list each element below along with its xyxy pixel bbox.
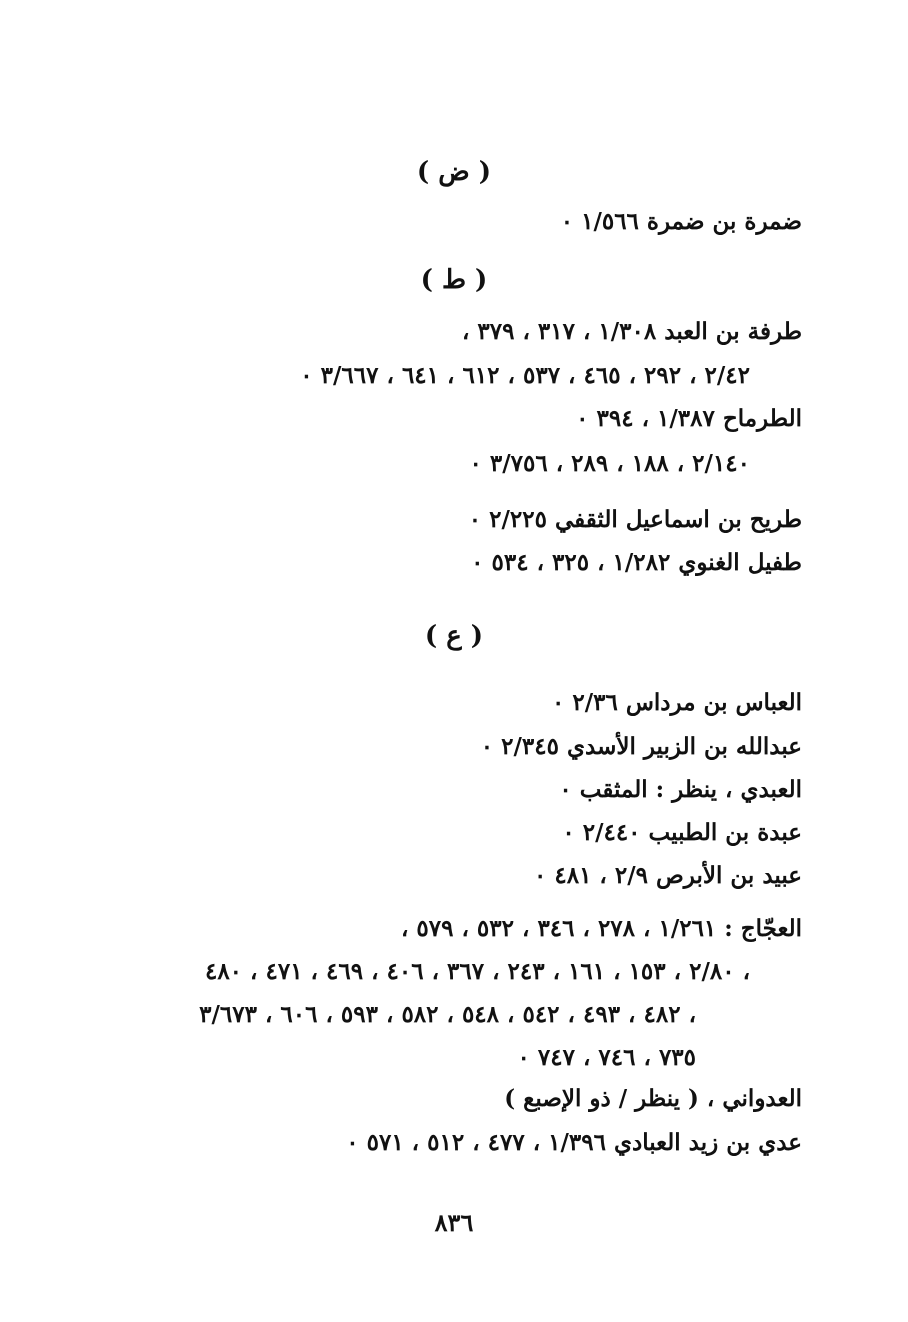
entry-tarafa-line-2: ٢/٤٢ ، ٢٩٢ ، ٤٦٥ ، ٥٣٧ ، ٦١٢ ، ٦٤١ ، ٣/٦٦٧ ٠: [300, 362, 750, 389]
entry-tufayl: طفيل الغنوي ١/٢٨٢ ، ٣٢٥ ، ٥٣٤ ٠: [471, 549, 802, 576]
entry-ubayd: عبيد بن الأبرص ٢/٩ ، ٤٨١ ٠: [533, 862, 802, 889]
entry-tirimmah-line-2: ٢/١٤٠ ، ١٨٨ ، ٢٨٩ ، ٣/٧٥٦ ٠: [469, 450, 750, 477]
entry-ajjaj-line-1: العجّاج : ١/٢٦١ ، ٢٧٨ ، ٣٤٦ ، ٥٣٢ ، ٥٧٩ ،: [400, 915, 802, 942]
entry-ajjaj-line-3: ٤٨٢ ، ٤٩٣ ، ٥٤٢ ، ٥٤٨ ، ٥٨٢ ، ٥٩٣ ، ٦٠٦ ، ٣/٦٧٣ ،: [199, 1001, 696, 1028]
entry-adwani: العدواني ، ( ينظر / ذو الإصبع ): [504, 1085, 802, 1112]
entry-abbas: العباس بن مرداس ٢/٣٦ ٠: [551, 689, 802, 716]
entry-abdi: العبدي ، ينظر : المثقب ٠: [559, 776, 802, 803]
entry-adi: عدي بن زيد العبادي ١/٣٩٦ ، ٤٧٧ ، ٥١٢ ، ٥٧١ ٠: [346, 1129, 802, 1156]
entry-damra: ضمرة بن ضمرة ١/٥٦٦ ٠: [560, 208, 802, 235]
page-number: ٨٣٦: [434, 1208, 474, 1237]
entry-ajjaj-line-4: ٧٣٥ ، ٧٤٦ ، ٧٤٧ ٠: [517, 1044, 696, 1071]
section-heading-dad: ( ض ): [416, 157, 492, 187]
entry-tirimmah-line-1: الطرماح ١/٣٨٧ ، ٣٩٤ ٠: [576, 405, 802, 432]
entry-abda: عبدة بن الطبيب ٢/٤٤٠ ٠: [562, 819, 802, 846]
entry-turayh: طريح بن اسماعيل الثقفي ٢/٢٢٥ ٠: [468, 506, 802, 533]
entry-ajjaj-line-2: ٢/٨٠ ، ١٥٣ ، ١٦١ ، ٢٤٣ ، ٣٦٧ ، ٤٠٦ ، ٤٦٩ ، ٤٧١ ، ٤٨٠ ،: [204, 958, 750, 985]
section-heading-ta: ( ط ): [420, 265, 488, 295]
section-heading-ayn: ( ع ): [424, 621, 484, 651]
entry-tarafa-line-1: طرفة بن العبد ١/٣٠٨ ، ٣١٧ ، ٣٧٩ ،: [461, 318, 802, 345]
entry-abdallah: عبدالله بن الزبير الأسدي ٢/٣٤٥ ٠: [480, 733, 802, 760]
